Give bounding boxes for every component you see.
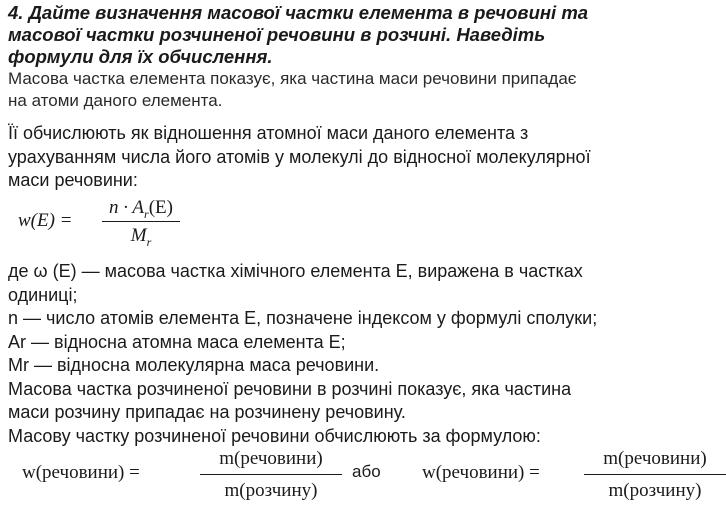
- formula3-denominator: m(розчину): [608, 480, 702, 501]
- formula1-fraction-bar: [102, 221, 180, 222]
- formula1-den-text: M: [130, 225, 147, 246]
- element-mass-fraction-formula: [18, 196, 178, 252]
- definition-line-7: маси розчину припадає на розчинену речовину.: [8, 402, 406, 422]
- formula3-fraction-bar: [584, 474, 726, 475]
- or-label: або: [352, 462, 381, 481]
- formula2-fraction-bar: [200, 474, 342, 475]
- formula1-num-sub: r: [144, 206, 149, 221]
- explanation-line-3: маси речовини:: [8, 170, 138, 190]
- formula1-num-tail: (E): [148, 197, 173, 218]
- intro-line-1: Масова частка елемента показує, яка частина маси речовини припадає: [8, 69, 577, 88]
- intro-paragraph: [8, 68, 686, 112]
- explanation-line-2: урахуванням числа його атомів у молекулі до відносної молекулярної: [8, 146, 591, 167]
- formula3-numerator: m(речовини): [603, 448, 707, 469]
- formula1-numerator: [102, 196, 180, 220]
- formula1-fraction: [102, 196, 180, 249]
- formula2-lhs: w(речовини) =: [22, 462, 140, 483]
- question-line-2: масової частки розчиненої речовини в розчині. Наведіть: [8, 24, 546, 45]
- solution-mass-fraction-formula-alt: [422, 446, 707, 508]
- definition-line-4: Ar — відносна атомна маса елемента Е;: [8, 331, 346, 352]
- question-line-1: 4. Дайте визначення масової частки елемента в речовині та: [8, 2, 589, 23]
- definition-line-8: Масову частку розчиненої речовини обчислюють за формулою:: [8, 425, 541, 446]
- formula3-lhs: w(речовини) =: [422, 462, 540, 483]
- definition-line-2: одиниці;: [8, 284, 78, 305]
- definition-line-5: Mr — відносна молекулярна маса речовини.: [8, 355, 380, 375]
- intro-line-2: на атоми даного елемента.: [8, 91, 223, 110]
- formula2-fraction: [200, 446, 342, 505]
- question-line-3: формули для їх обчислення.: [8, 46, 273, 67]
- definitions-paragraph: [8, 260, 686, 448]
- explanation-line-1: Її обчислюють як відношення атомної маси даного елемента з: [8, 123, 529, 143]
- formula1-num-text: n · A: [109, 197, 145, 218]
- solution-mass-fraction-formula: [22, 446, 322, 508]
- question-heading: [8, 2, 686, 68]
- formula2-numerator: m(речовини): [219, 448, 323, 469]
- definition-line-6: Масова частка розчиненої речовини в розчині показує, яка частина: [8, 378, 572, 399]
- formula1-den-sub: r: [146, 234, 152, 249]
- formula1-lhs: w(E) =: [18, 210, 73, 231]
- formula3-fraction: [584, 446, 726, 505]
- definition-line-3: n — число атомів елемента Е, позначене індексом у формулі сполуки;: [8, 308, 598, 328]
- formula2-denominator: m(розчину): [224, 480, 318, 501]
- formula1-denominator: [102, 223, 180, 249]
- definition-line-1: де ω (Е) — масова частка хімічного елемента Е, виражена в частках: [8, 261, 583, 281]
- explanation-paragraph: [8, 122, 686, 193]
